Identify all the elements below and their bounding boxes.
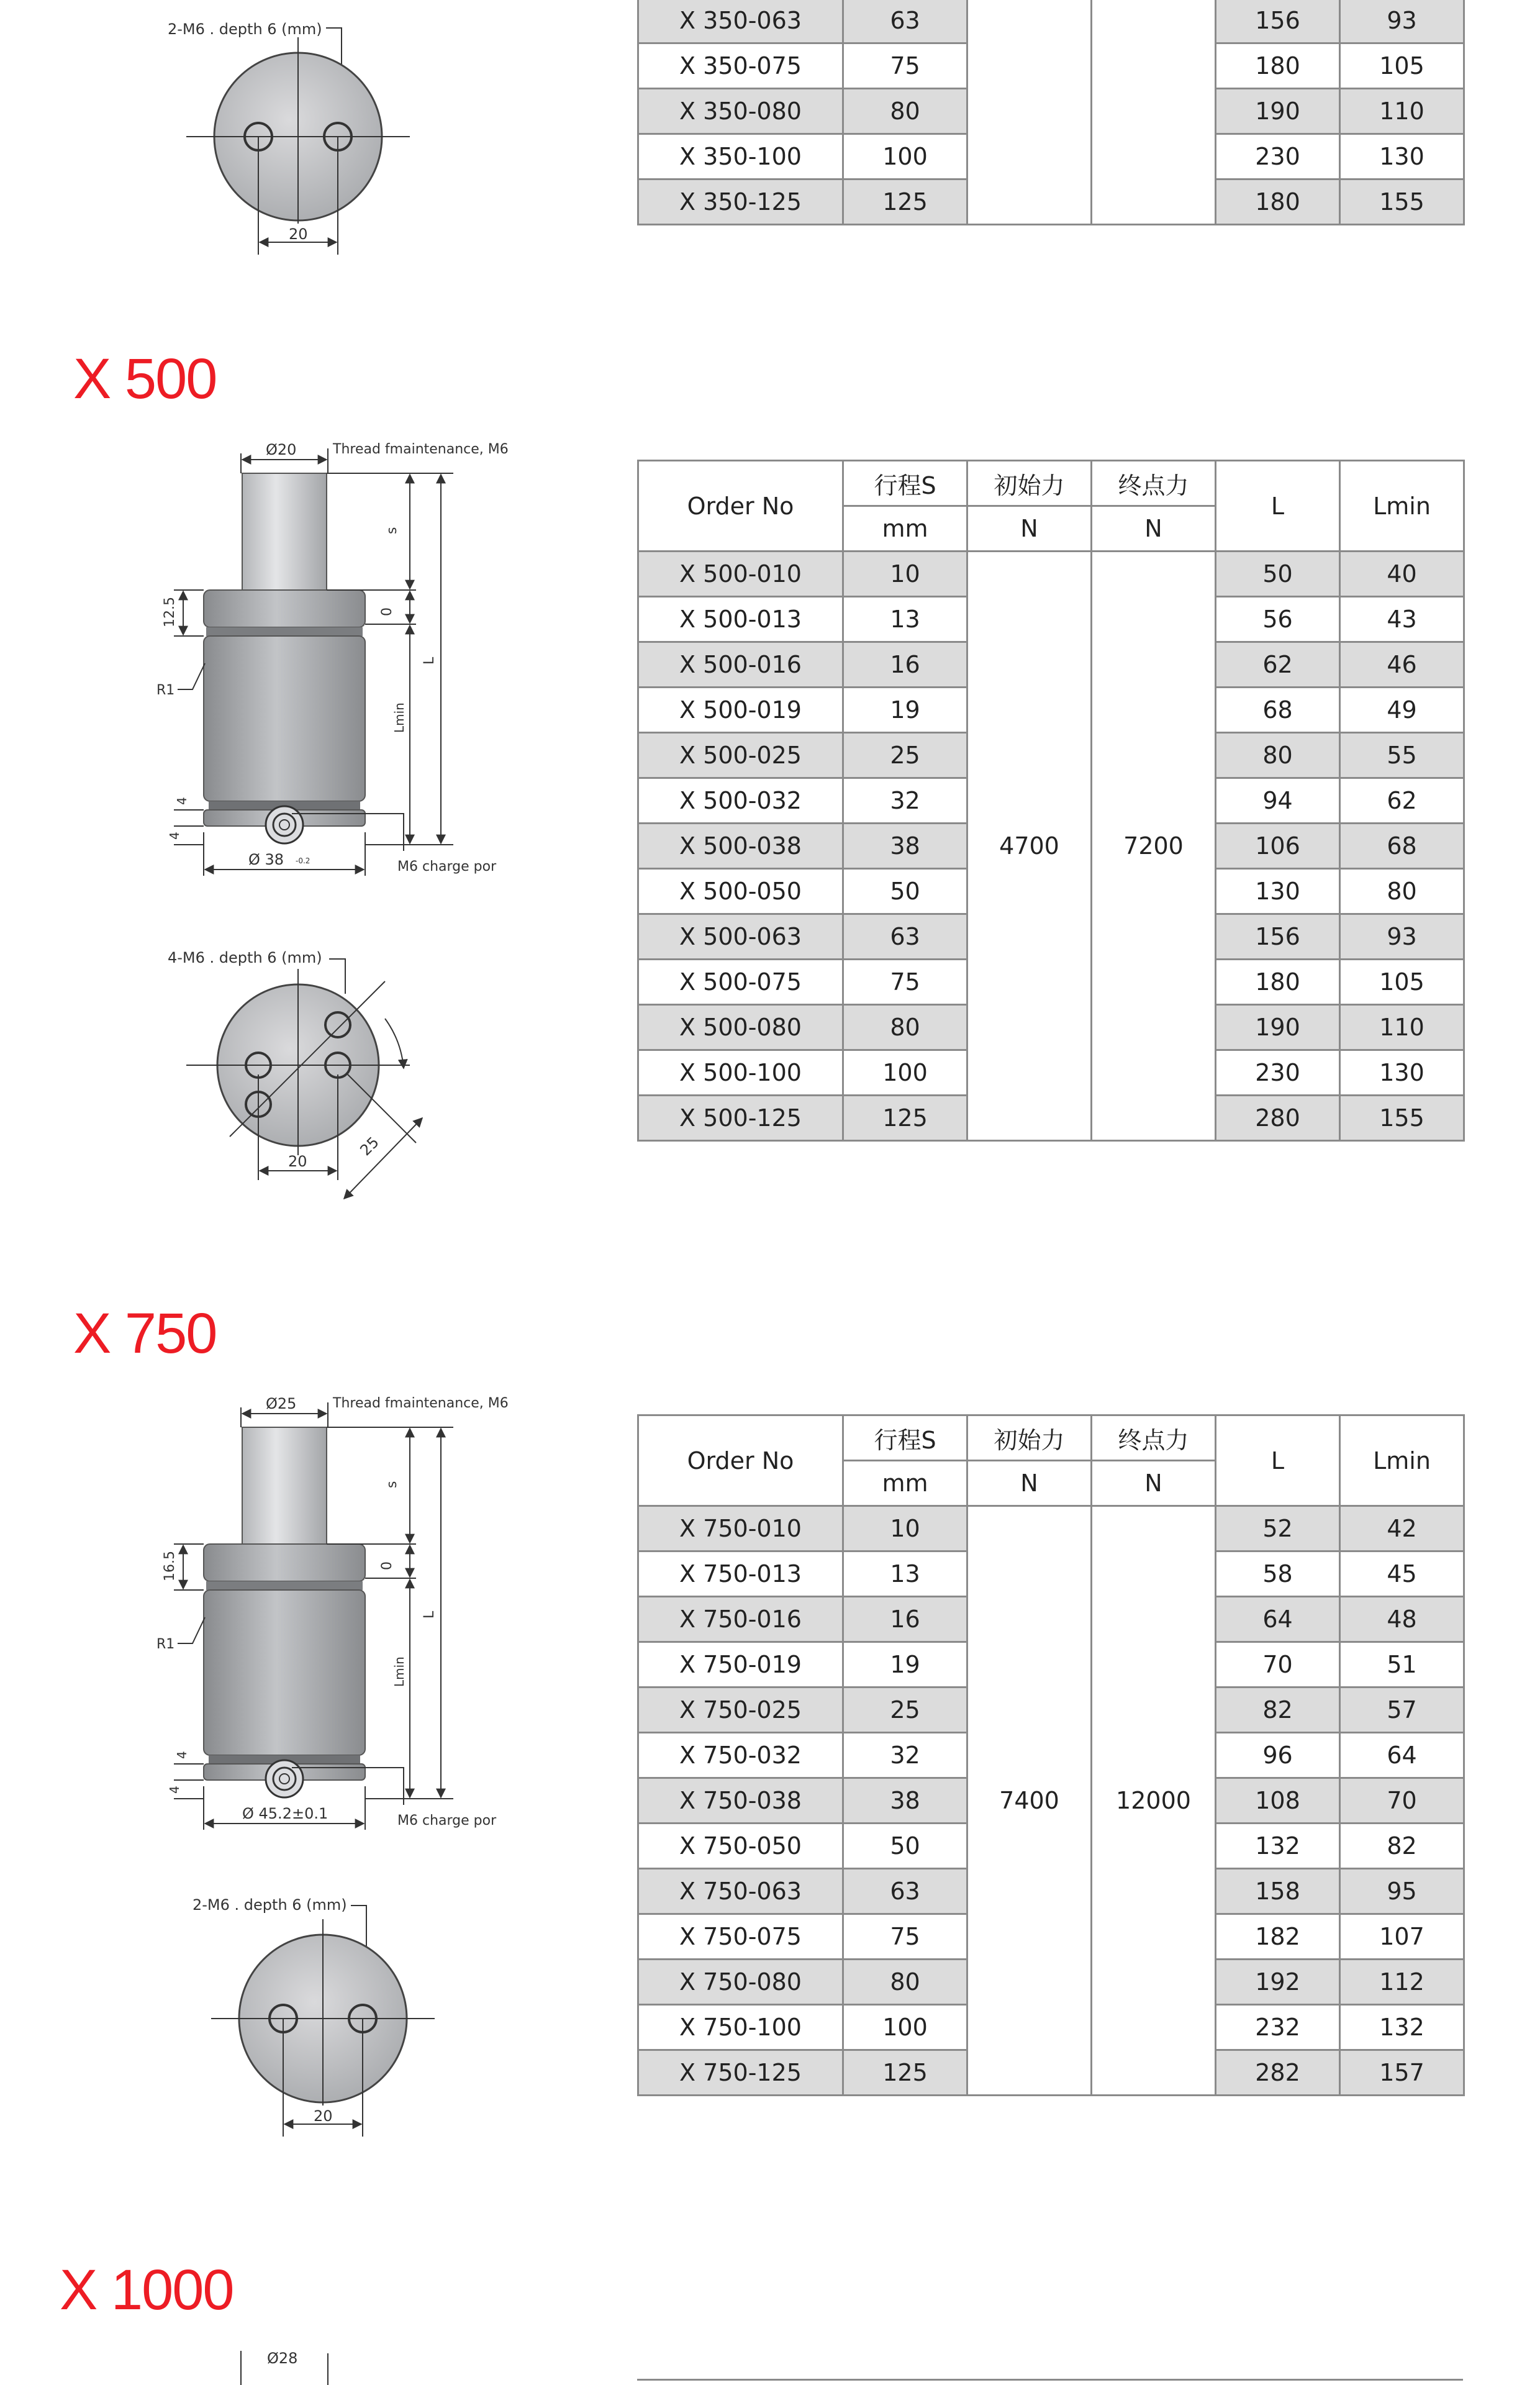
dim-s: s [384, 1481, 400, 1488]
order-no-cell: X 750-063 [638, 1869, 843, 1914]
L-cell: 56 [1216, 597, 1340, 642]
L-cell: 158 [1216, 1869, 1340, 1914]
dim-4b: 4 [167, 1786, 182, 1794]
dim-lmin: Lmin [392, 702, 407, 733]
stroke-cell: 38 [843, 1778, 967, 1824]
init-force-cell: 4700 [967, 552, 1092, 1141]
stroke-cell: 63 [843, 914, 967, 960]
Lmin-cell: 95 [1340, 1869, 1464, 1914]
Lmin-cell: 46 [1340, 642, 1464, 688]
order-no-cell: X 750-075 [638, 1914, 843, 1960]
dim-s: s [384, 527, 400, 534]
order-no-cell: X 500-063 [638, 914, 843, 960]
stroke-cell: 10 [843, 1506, 967, 1551]
L-cell: 50 [1216, 552, 1340, 597]
Lmin-cell: 112 [1340, 1960, 1464, 2005]
L-cell: 282 [1216, 2050, 1340, 2096]
stroke-cell: 32 [843, 778, 967, 824]
diameter-top-label: Ø25 [266, 1395, 297, 1412]
dim-4b: 4 [167, 832, 182, 840]
dim-lmin: Lmin [392, 1656, 407, 1687]
x750-spec-table [637, 1414, 1465, 2096]
x350-end-view-drawing [149, 0, 435, 261]
stroke-cell: 100 [843, 2005, 967, 2050]
dim-165: 16.5 [162, 1551, 178, 1581]
L-cell: 62 [1216, 642, 1340, 688]
Lmin-cell: 130 [1340, 134, 1464, 179]
L-cell: 156 [1216, 0, 1340, 43]
L-cell: 64 [1216, 1597, 1340, 1642]
dim-L: L [422, 656, 437, 665]
stroke-cell: 75 [843, 960, 967, 1005]
header-L: L [1216, 1415, 1340, 1506]
order-no-cell: X 750-032 [638, 1733, 843, 1778]
stroke-cell: 25 [843, 733, 967, 778]
charge-port-label: M6 charge por [397, 859, 497, 874]
order-no-cell: X 750-016 [638, 1597, 843, 1642]
dim-0: 0 [379, 1561, 395, 1570]
x750-side-view-drawing [149, 1389, 546, 1848]
header-end-unit: N [1092, 506, 1216, 552]
order-no-cell: X 350-063 [638, 0, 843, 43]
Lmin-cell: 51 [1340, 1642, 1464, 1688]
stroke-cell: 63 [843, 1869, 967, 1914]
Lmin-cell: 40 [1340, 552, 1464, 597]
dim-20: 20 [314, 2107, 333, 2125]
diameter-bottom-label: Ø 45.2±0.1 [242, 1805, 328, 1822]
header-end-force: 终点力 [1092, 1415, 1216, 1461]
Lmin-cell: 68 [1340, 824, 1464, 869]
hole-label: 4-M6 . depth 6 (mm) [168, 949, 322, 966]
L-cell: 132 [1216, 1824, 1340, 1869]
x500-side-view-drawing [149, 435, 546, 894]
header-stroke: 行程S [843, 1415, 967, 1461]
order-no-cell: X 500-013 [638, 597, 843, 642]
stroke-cell: 63 [843, 0, 967, 43]
L-cell: 230 [1216, 134, 1340, 179]
hole-label: 2-M6 . depth 6 (mm) [192, 1896, 347, 1914]
diameter-bottom-tolerance: -0.2 [296, 856, 310, 865]
dim-20: 20 [289, 225, 308, 243]
Lmin-cell: 155 [1340, 179, 1464, 225]
order-no-cell: X 500-032 [638, 778, 843, 824]
diameter-bottom-label: Ø 38 [248, 851, 284, 868]
x1000-table-top-edge [637, 2379, 1463, 2381]
header-stroke-unit: mm [843, 1461, 967, 1506]
order-no-cell: X 750-010 [638, 1506, 843, 1551]
stroke-cell: 80 [843, 1005, 967, 1050]
diameter-top-label: Ø28 [267, 2350, 298, 2367]
L-cell: 180 [1216, 960, 1340, 1005]
header-stroke-unit: mm [843, 506, 967, 552]
hole-label: 2-M6 . depth 6 (mm) [168, 20, 322, 38]
header-end-unit: N [1092, 1461, 1216, 1506]
x1000-side-view-drawing [236, 2345, 546, 2385]
Lmin-cell: 110 [1340, 1005, 1464, 1050]
section-title-x1000: X 1000 [60, 2258, 233, 2322]
order-no-cell: X 500-038 [638, 824, 843, 869]
Lmin-cell: 45 [1340, 1551, 1464, 1597]
dim-25: 25 [356, 1133, 383, 1160]
order-no-cell: X 750-100 [638, 2005, 843, 2050]
table-row [638, 0, 1464, 43]
Lmin-cell: 62 [1340, 778, 1464, 824]
x500-end-view-drawing [149, 932, 460, 1217]
order-no-cell: X 750-125 [638, 2050, 843, 2096]
stroke-cell: 80 [843, 89, 967, 134]
L-cell: 190 [1216, 89, 1340, 134]
stroke-cell: 38 [843, 824, 967, 869]
Lmin-cell: 157 [1340, 2050, 1464, 2096]
header-Lmin: Lmin [1340, 1415, 1464, 1506]
Lmin-cell: 42 [1340, 1506, 1464, 1551]
table-row [638, 1506, 1464, 1551]
Lmin-cell: 80 [1340, 869, 1464, 914]
Lmin-cell: 155 [1340, 1096, 1464, 1141]
L-cell: 96 [1216, 1733, 1340, 1778]
x500-spec-table [637, 460, 1465, 1142]
dim-125: 12.5 [162, 597, 178, 627]
order-no-cell: X 350-075 [638, 43, 843, 89]
header-stroke: 行程S [843, 461, 967, 506]
order-no-cell: X 500-025 [638, 733, 843, 778]
header-init-force: 初始力 [967, 461, 1092, 506]
order-no-cell: X 500-075 [638, 960, 843, 1005]
end-force-cell: 12000 [1092, 1506, 1216, 2096]
Lmin-cell: 49 [1340, 688, 1464, 733]
L-cell: 232 [1216, 2005, 1340, 2050]
Lmin-cell: 55 [1340, 733, 1464, 778]
dim-20: 20 [288, 1153, 307, 1170]
stroke-cell: 125 [843, 179, 967, 225]
order-no-cell: X 350-080 [638, 89, 843, 134]
header-init-unit: N [967, 1461, 1092, 1506]
order-no-cell: X 500-050 [638, 869, 843, 914]
x750-table-body [638, 1506, 1464, 2096]
L-cell: 68 [1216, 688, 1340, 733]
order-no-cell: X 750-025 [638, 1688, 843, 1733]
Lmin-cell: 130 [1340, 1050, 1464, 1096]
stroke-cell: 100 [843, 1050, 967, 1096]
thread-label: Thread fmaintenance, M6 [333, 442, 509, 457]
order-no-cell: X 500-080 [638, 1005, 843, 1050]
section-title-x500: X 500 [73, 347, 217, 411]
header-L: L [1216, 461, 1340, 552]
init-force-cell [967, 0, 1092, 225]
stroke-cell: 16 [843, 1597, 967, 1642]
dim-L: L [422, 1610, 437, 1619]
L-cell: 82 [1216, 1688, 1340, 1733]
init-force-cell: 7400 [967, 1506, 1092, 2096]
order-no-cell: X 500-100 [638, 1050, 843, 1096]
order-no-cell: X 500-010 [638, 552, 843, 597]
L-cell: 280 [1216, 1096, 1340, 1141]
Lmin-cell: 57 [1340, 1688, 1464, 1733]
header-order-no: Order No [638, 461, 843, 552]
stroke-cell: 13 [843, 1551, 967, 1597]
diameter-top-label: Ø20 [266, 441, 297, 458]
L-cell: 130 [1216, 869, 1340, 914]
dim-0: 0 [379, 607, 395, 616]
L-cell: 192 [1216, 1960, 1340, 2005]
Lmin-cell: 82 [1340, 1824, 1464, 1869]
r1-label: R1 [156, 1637, 175, 1652]
Lmin-cell: 64 [1340, 1733, 1464, 1778]
stroke-cell: 50 [843, 869, 967, 914]
x350-table-body [638, 0, 1464, 225]
stroke-cell: 32 [843, 1733, 967, 1778]
table-row [638, 552, 1464, 597]
L-cell: 190 [1216, 1005, 1340, 1050]
stroke-cell: 16 [843, 642, 967, 688]
L-cell: 106 [1216, 824, 1340, 869]
section-title-x750: X 750 [73, 1302, 217, 1365]
stroke-cell: 50 [843, 1824, 967, 1869]
Lmin-cell: 70 [1340, 1778, 1464, 1824]
order-no-cell: X 500-016 [638, 642, 843, 688]
L-cell: 70 [1216, 1642, 1340, 1688]
stroke-cell: 100 [843, 134, 967, 179]
Lmin-cell: 105 [1340, 960, 1464, 1005]
stroke-cell: 125 [843, 2050, 967, 2096]
end-force-cell: 7200 [1092, 552, 1216, 1141]
Lmin-cell: 110 [1340, 89, 1464, 134]
order-no-cell: X 350-100 [638, 134, 843, 179]
header-init-force: 初始力 [967, 1415, 1092, 1461]
header-init-unit: N [967, 506, 1092, 552]
order-no-cell: X 750-038 [638, 1778, 843, 1824]
stroke-cell: 125 [843, 1096, 967, 1141]
stroke-cell: 10 [843, 552, 967, 597]
Lmin-cell: 48 [1340, 1597, 1464, 1642]
dim-4a: 4 [174, 797, 189, 805]
stroke-cell: 75 [843, 1914, 967, 1960]
order-no-cell: X 500-019 [638, 688, 843, 733]
L-cell: 156 [1216, 914, 1340, 960]
r1-label: R1 [156, 683, 175, 698]
x750-end-view-drawing [174, 1882, 460, 2143]
x350-spec-table [637, 0, 1465, 225]
dim-4a: 4 [174, 1751, 189, 1759]
stroke-cell: 80 [843, 1960, 967, 2005]
L-cell: 94 [1216, 778, 1340, 824]
thread-label: Thread fmaintenance, M6 [333, 1396, 509, 1411]
Lmin-cell: 107 [1340, 1914, 1464, 1960]
stroke-cell: 19 [843, 1642, 967, 1688]
L-cell: 182 [1216, 1914, 1340, 1960]
Lmin-cell: 105 [1340, 43, 1464, 89]
L-cell: 180 [1216, 43, 1340, 89]
L-cell: 80 [1216, 733, 1340, 778]
order-no-cell: X 750-019 [638, 1642, 843, 1688]
end-force-cell [1092, 0, 1216, 225]
order-no-cell: X 350-125 [638, 179, 843, 225]
order-no-cell: X 500-125 [638, 1096, 843, 1141]
Lmin-cell: 93 [1340, 914, 1464, 960]
header-Lmin: Lmin [1340, 461, 1464, 552]
order-no-cell: X 750-080 [638, 1960, 843, 2005]
L-cell: 108 [1216, 1778, 1340, 1824]
Lmin-cell: 93 [1340, 0, 1464, 43]
order-no-cell: X 750-013 [638, 1551, 843, 1597]
charge-port-label: M6 charge por [397, 1813, 497, 1828]
stroke-cell: 19 [843, 688, 967, 733]
L-cell: 58 [1216, 1551, 1340, 1597]
stroke-cell: 25 [843, 1688, 967, 1733]
header-end-force: 终点力 [1092, 461, 1216, 506]
Lmin-cell: 132 [1340, 2005, 1464, 2050]
L-cell: 52 [1216, 1506, 1340, 1551]
L-cell: 180 [1216, 179, 1340, 225]
order-no-cell: X 750-050 [638, 1824, 843, 1869]
stroke-cell: 75 [843, 43, 967, 89]
header-order-no: Order No [638, 1415, 843, 1506]
stroke-cell: 13 [843, 597, 967, 642]
x500-table-body [638, 552, 1464, 1141]
Lmin-cell: 43 [1340, 597, 1464, 642]
L-cell: 230 [1216, 1050, 1340, 1096]
